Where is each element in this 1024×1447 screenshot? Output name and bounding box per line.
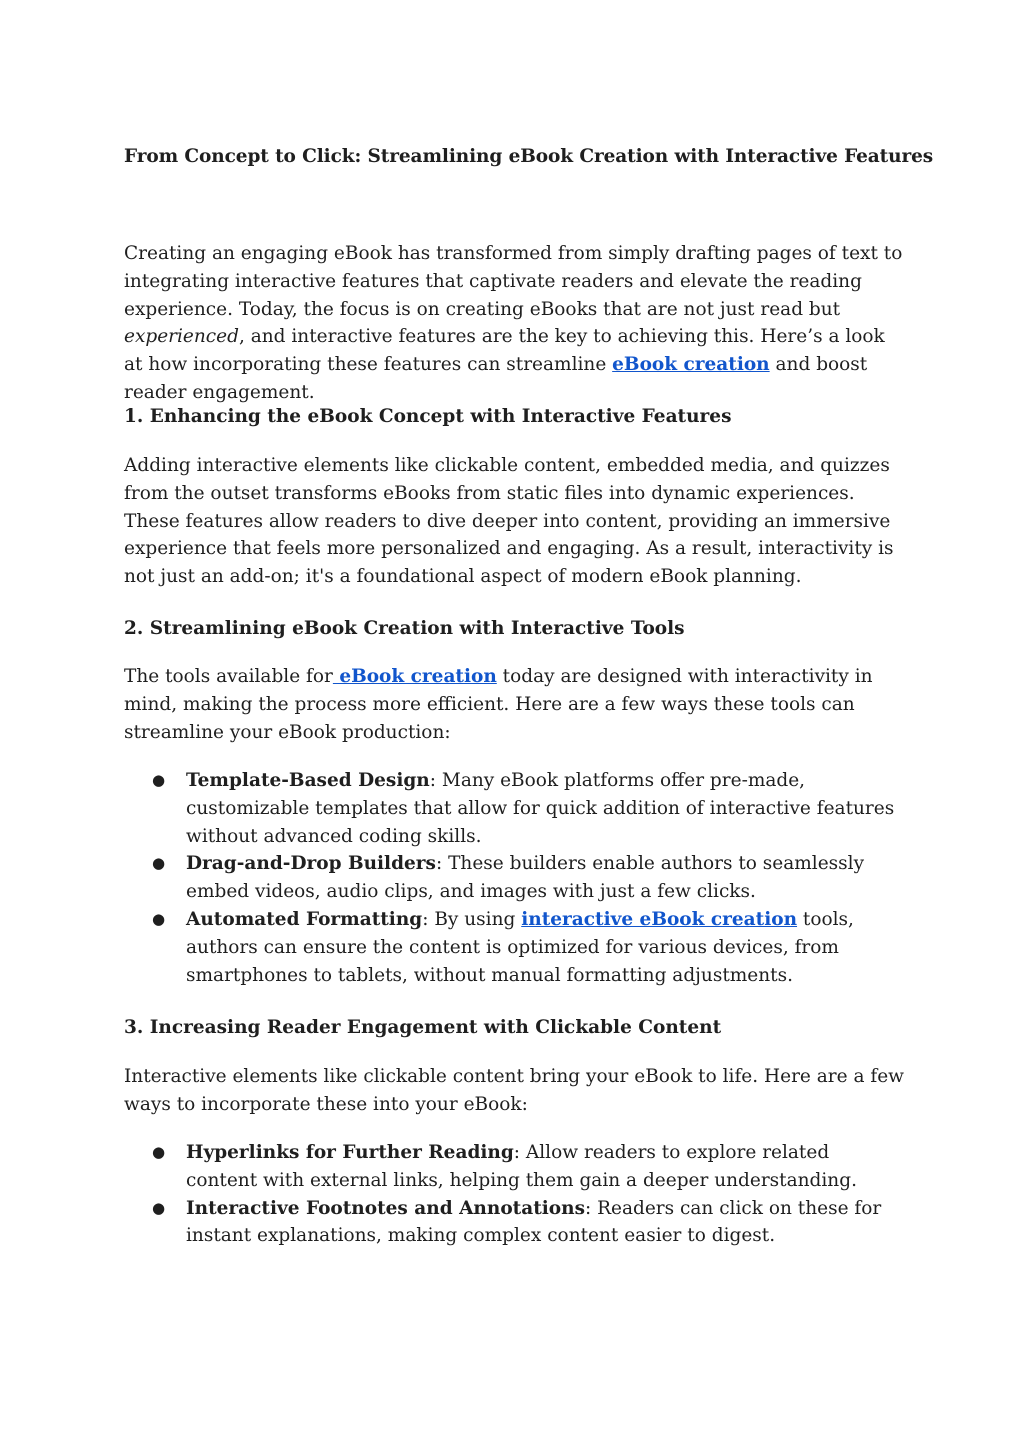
section-3-body [124,1063,904,1119]
list-item [124,850,904,906]
intro-text-end: and boost reader engagement. [124,354,868,403]
intro-text: Creating an engaging eBook has transformed from simply drafting pages of text to integrating interactive features that captivate readers and elevate the reading experience. Today, the focus is on creating eBooks that are not just read but [124,243,903,320]
section-1-heading: 1. Enhancing the eBook Concept with Interactive Features [124,406,732,427]
bullet-icon: ● [152,771,166,789]
list-item-term: Drag-and-Drop Builders [186,853,436,875]
section-2-text: The tools available for [124,666,333,687]
ebook-creation-link[interactable]: eBook creation [612,354,770,376]
section-2-heading: 2. Streamlining eBook Creation with Interactive Tools [124,618,685,639]
list-item-text: : Readers can click on these for instant explanations, making complex content easier to digest. [186,1197,882,1247]
interactive-ebook-creation-link[interactable]: interactive eBook creation [521,908,798,930]
list-item-text: : Allow readers to explore related content with external links, helping them gain a deeper understanding. [186,1142,857,1191]
section-2 [124,615,904,643]
list-item [124,906,904,989]
section-2-list [124,767,904,989]
section-3-list [124,1139,904,1250]
intro-paragraph [124,240,904,407]
list-item-term: Template-Based Design [186,770,430,791]
list-item-term: Hyperlinks for Further Reading [186,1142,514,1163]
section-2-paragraph [124,663,904,746]
list-item [124,1139,904,1195]
bullet-icon: ● [152,1198,166,1217]
section-1 [124,403,904,431]
section-3 [124,1014,904,1042]
list-item-text: : Many eBook platforms offer pre-made, customizable templates that allow for quick addition of interactive features without advanced coding skills. [186,770,895,847]
list-item-text: : By using [422,908,522,930]
list-item-term: Automated Formatting [186,908,423,930]
intro-text-cont: , and interactive features are the key to achieving this. Here’s a look at how incorporating these features can streamline [124,326,885,376]
intro-emphasis: experienced [124,326,239,348]
list-item-text: : These builders enable authors to seamlessly embed videos, audio clips, and images with just a few clicks. [186,853,865,903]
section-2-body [124,663,904,746]
bullet-icon: ● [152,909,166,928]
bullet-icon: ● [152,854,166,873]
list-item [124,767,904,850]
bullet-icon: ● [152,1143,166,1161]
list-item-term: Interactive Footnotes and Annotations [186,1197,585,1219]
section-3-paragraph: Interactive elements like clickable content bring your eBook to life. Here are a few ways to incorporate these into your eBook: [124,1066,904,1115]
section-1-body [124,452,904,591]
section-3-heading: 3. Increasing Reader Engagement with Clickable Content [124,1017,722,1038]
section-2-text-cont: today are designed with interactivity in mind, making the process more efficient. Here are a few ways these tools can streamline your eBook production: [124,666,873,743]
document-title: From Concept to Click: Streamlining eBook Creation with Interactive Features [124,146,934,167]
list-item [124,1195,904,1251]
list-item-text-cont: tools, authors can ensure the content is optimized for various devices, from smartphones to tablets, without manual formatting adjustments. [186,908,854,986]
section-1-paragraph: Adding interactive elements like clickable content, embedded media, and quizzes from the outset transforms eBooks from static files into dynamic experiences. These features allow readers to dive deeper into content, providing an immersive experience that feels more personalized and engaging. As a result, interactivity is not just an add-on; it's a foundational aspect of modern eBook planning. [124,455,894,588]
intro-section [124,240,904,407]
ebook-creation-link-2[interactable]: eBook creation [332,666,497,687]
